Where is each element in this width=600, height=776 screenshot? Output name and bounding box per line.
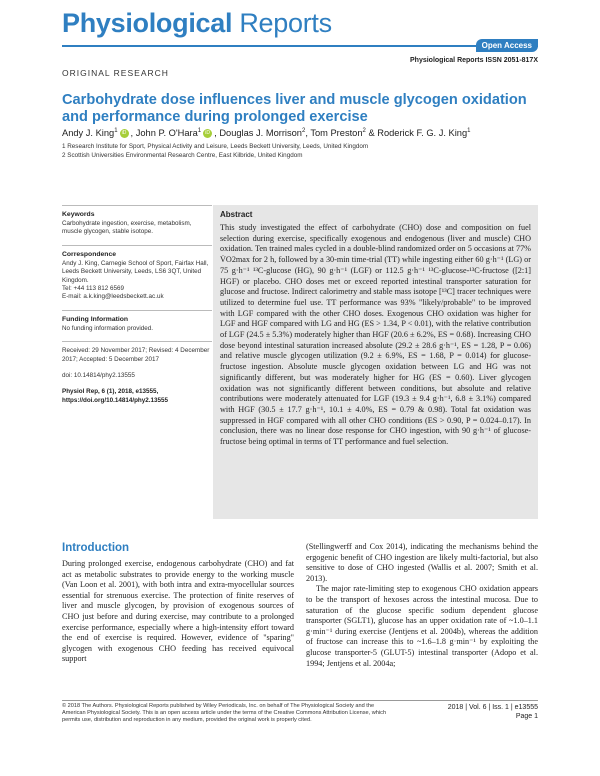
journal-name-bold: Physiological — [62, 8, 233, 38]
correspondence-heading: Correspondence — [62, 250, 117, 258]
introduction-heading: Introduction — [62, 542, 130, 554]
funding-block — [62, 310, 212, 333]
author-affiliation-marker: 1 — [114, 128, 118, 134]
correspondence-text: Andy J. King, Carnegie School of Sport, Fairfax Hall, Leeds Beckett University, Leeds, LS6 3QT, United Kingdom. Tel: +44 113 812 6569 E-mail: a.k.king@leedsbeckett.ac.uk — [62, 259, 209, 301]
article-type: ORIGINAL RESEARCH — [62, 68, 169, 78]
correspondence-block — [62, 245, 212, 302]
issn-line: Physiological Reports ISSN 2051-817X — [410, 57, 538, 64]
author-list — [62, 128, 542, 138]
article-title: Carbohydrate dose influences liver and muscle glycogen oxidation and performance during prolonged exercise — [62, 92, 527, 125]
author-affiliation-marker: 2 — [362, 128, 366, 134]
article-sidebar — [62, 205, 212, 405]
volume-issue: 2018 | Vol. 6 | Iss. 1 | e13555 — [447, 704, 538, 711]
funding-heading: Funding Information — [62, 315, 129, 323]
author-name: John P. O'Hara — [135, 128, 198, 139]
author-name: Roderick F. G. J. King — [377, 128, 468, 139]
citation-text[interactable]: Physiol Rep, 6 (1), 2018, e13555, https://doi.org/10.14814/phy2.13555 — [62, 388, 169, 404]
author-affiliation-marker: 2 — [301, 128, 306, 134]
page-number: Page 1 — [515, 713, 538, 720]
keywords-heading: Keywords — [62, 211, 95, 218]
intro-paragraph: (Stellingwerff and Cox 2014), indicating the mechanisms behind the ergogenic benefit of CHO ingestion are likely multi-factorial, but also sensitive to dose of CHO ingested (Wallis et al. 2007; Smith et al. 2013). — [306, 542, 538, 583]
author-separator: , — [305, 128, 311, 139]
orcid-icon[interactable]: iD — [120, 129, 129, 138]
author-affiliation-marker: 1 — [467, 128, 471, 134]
author-name: Tom Preston — [310, 128, 363, 139]
article-dates: Received: 29 November 2017; Revised: 4 December 2017; Accepted: 5 December 2017 — [62, 347, 210, 363]
footer-rule — [62, 700, 538, 701]
header-rule — [62, 45, 538, 47]
author-separator: , — [214, 128, 220, 139]
dates-block — [62, 341, 212, 364]
author-name: Andy J. King — [62, 128, 115, 139]
abstract-box — [213, 205, 538, 519]
keywords-block — [62, 205, 212, 237]
abstract-heading: Abstract — [220, 210, 253, 219]
body-column-right — [306, 542, 538, 669]
keywords-text: Carbohydrate ingestion, exercise, metabolism, muscle glycogen, stable isotope. — [62, 220, 192, 236]
journal-name-light: Reports — [232, 8, 332, 38]
author-separator: , — [130, 128, 136, 139]
funding-text: No funding information provided. — [62, 324, 154, 332]
affiliation-2: 2 Scottish Universities Environmental Research Centre, East Kilbride, United Kingdom — [62, 152, 303, 159]
copyright-notice: © 2018 The Authors. Physiological Reports published by Wiley Periodicals, Inc. on behalf of The Physiological Society and the American Physiological Society. This is an open access article under the terms of the Creative Commons Attribution License, which permits use, distribution and reproduction in any medium, provided the original work is properly cited. — [62, 703, 387, 724]
journal-logo — [62, 8, 332, 39]
doi-text[interactable]: doi: 10.14814/phy2.13555 — [62, 372, 135, 380]
author-separator: & — [365, 128, 378, 139]
page-info — [448, 703, 538, 721]
open-access-badge: Open Access — [476, 39, 538, 52]
orcid-icon[interactable]: iD — [203, 129, 212, 138]
body-column-left — [62, 559, 294, 665]
author-affiliation-marker: 1 — [197, 128, 202, 134]
author-name: Douglas J. Morrison — [219, 128, 302, 139]
intro-paragraph: The major rate-limiting step to exogenous CHO oxidation appears to be the transport of hexoses across the intestinal mucosa. Due to saturation of the glucose specific sodium dependent glucose transporter (SGLT1), glucose has an upper oxidation rate of ~1.0–1.1 g·min⁻¹ during exercise (Jentjens et al. 2004b), whereas the addition of fructose can increase this to ~1.6–1.8 g·min⁻¹ by exploiting the glucose transporter-5 (GLUT-5) intestinal transporter (Adopo et al. 1994; Jentjens et al. 2004a; — [306, 584, 538, 668]
affiliation-1: 1 Research Institute for Sport, Physical Activity and Leisure, Leeds Beckett University, Leeds, United Kingdom — [62, 143, 369, 150]
intro-paragraph: During prolonged exercise, endogenous carbohydrate (CHO) and fat act as metabolic substrates to provide energy to the working muscle (Van Loon et al. 2001), with both intra and extra-myocellular sources essential for strenuous exercise. The protection of finite reserves of liver and muscle glycogen, by provision of exogenous sources of CHO just before and during exercise, may contribute to a prolonged exercise performance, especially where a high-intensity effort toward the end of exercise is required. However, evidence of "sparing" glycogen with exogenous CHO feeding has received equivocal support — [62, 559, 294, 664]
abstract-text: This study investigated the effect of carbohydrate (CHO) dose and composition on fuel selection during exercise, specifically exogenous and endogenous (liver and muscle) CHO oxidation. Ten trained males cycled in a double-blind randomized order on 5 occasions at 77% V̇O2max for 2 h, followed by a 30-min time-trial (TT) while ingesting either 60 g·h⁻¹ (LG) or 75 g·h⁻¹ ¹³C-glucose (HG), 90 g·h⁻¹ (LGF) or 112.5 g·h⁻¹ ¹³C-glucose-¹³C-fructose ([2:1] HGF) or placebo. CHO doses met or exceed reported intestinal transporter saturation for glucose and fructose. Indirect calorimetry and stable mass isotope [¹³C] tracer techniques were utilized to determine fuel use. TT performance was 93% "likely/probable" to be improved with LGF compared with the other CHO doses. Exogenous CHO oxidation was higher for LGF and HGF compared with LG and HG (ES > 1.34, P < 0.01), with the relative contribution of LGF (24.5 ± 5.3%) moderately higher than HGF (20.6 ± 6.2%, ES = 0.68). Increasing CHO dose beyond intestinal saturation increased absolute (29.2 ± 28.6 g·h⁻¹, ES = 1.28, P = 0.06) and relative muscle glycogen utilization (9.2 ± 6.9%, ES = 1.68, P = 0.014) for glucose-fructose ingestion. Absolute muscle glycogen oxidation between LG and HG was not significantly different, but was moderately higher for HG (ES = 0.60). Liver glycogen oxidation was not significantly different between conditions, but absolute and relative contributions were moderately attenuated for LGF (19.3 ± 9.4 g·h⁻¹, 6.8 ± 3.1%) compared with HGF (30.5 ± 17.7 g·h⁻¹, 10.1 ± 4.0%, ES = 0.79 & 0.98). Total fat oxidation was suppressed in HGF compared with all other CHO conditions (ES > 0.90, P = 0.024–0.17). In conclusion, there was no linear dose response for CHO ingestion, with 90 g·h⁻¹ of glucose-fructose being optimal in terms of TT performance and fuel selection. — [220, 223, 531, 447]
